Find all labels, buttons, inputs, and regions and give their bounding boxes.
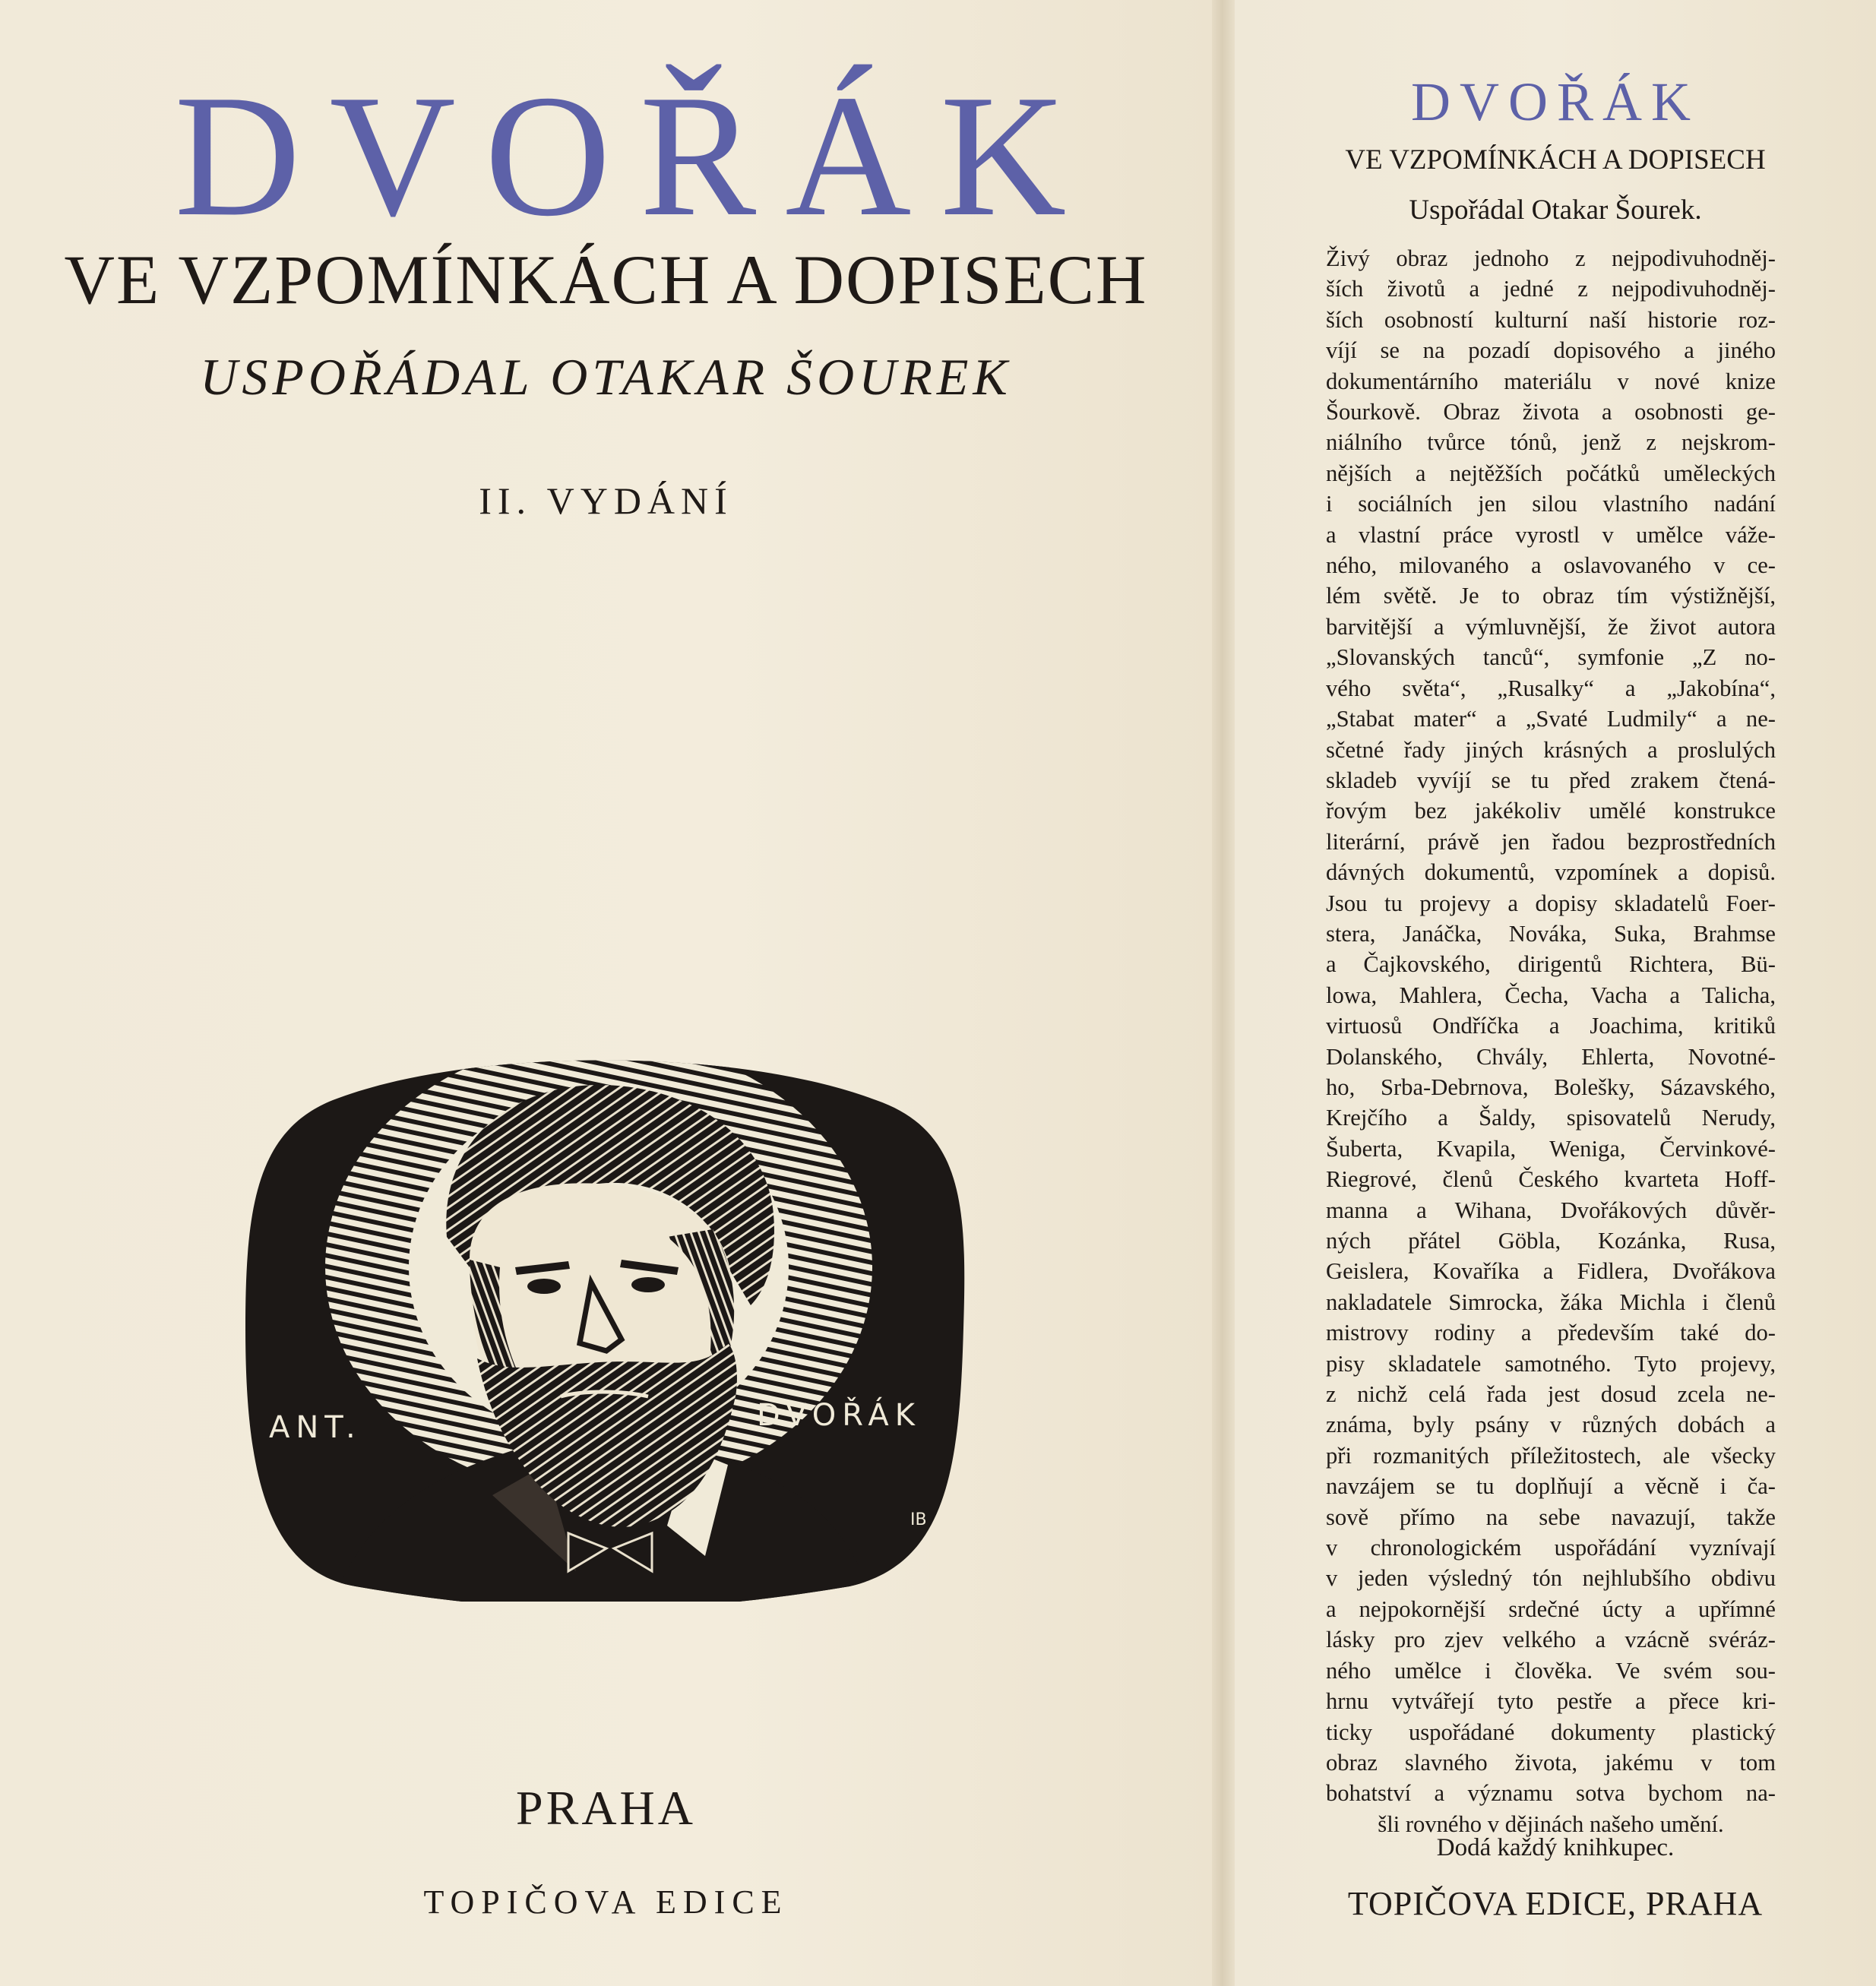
flap-title: DVOŘÁK xyxy=(1410,71,1700,132)
flap-bookseller-note: Dodá každý knihkupec. xyxy=(1436,1834,1675,1861)
flap-text-line: šli rovného v dějinách našeho umění. xyxy=(1378,1810,1724,1837)
flap-text-line: ných přátel Göbla, Kozánka, Rusa, xyxy=(1326,1228,1776,1254)
flap-text-line: pisy skladatele samotného. Tyto projevy, xyxy=(1326,1350,1776,1377)
flap-text-line: barvitější a výmluvnější, že život autora xyxy=(1326,613,1776,640)
cover-editor-credit: USPOŘÁDAL OTAKAR ŠOUREK xyxy=(200,348,1012,406)
flap-text-line: lowa, Mahlera, Čecha, Vacha a Talicha, xyxy=(1326,982,1776,1008)
artist-monogram: IB xyxy=(910,1510,927,1529)
cover-title: DVOŘÁK xyxy=(174,59,1096,252)
cover-subtitle: VE VZPOMÍNKÁCH A DOPISECH xyxy=(64,241,1148,318)
flap-text-line: nakladatele Simrocka, žáka Michla i členů xyxy=(1326,1289,1776,1315)
flap-text-line: ného umělce i člověka. Ve svém sou- xyxy=(1326,1657,1776,1684)
flap-text-line: Šourkově. Obraz života a osobnosti ge- xyxy=(1326,399,1776,425)
flap-text-line: ho, Srba-Debrnova, Bolešky, Sázavského, xyxy=(1326,1074,1776,1100)
flap-text-line: ších životů a jedné z nejpodivuhodněj- xyxy=(1326,276,1776,302)
flap-text-line: Krejčího a Šaldy, spisovatelů Nerudy, xyxy=(1326,1105,1776,1131)
flap-text-line: skladeb vyvíjí se tu před zrakem čtená- xyxy=(1326,767,1776,793)
flap-description xyxy=(1326,243,1776,1839)
flap-text-line: ného, milovaného a oslavovaného v ce- xyxy=(1326,552,1776,579)
flap-text-line: Jsou tu projevy a dopisy skladatelů Foer- xyxy=(1326,890,1776,916)
portrait-caption-first: ANT. xyxy=(269,1410,362,1445)
flap-text-line: bohatství a významu sotva bychom na- xyxy=(1326,1780,1776,1807)
flap-text-line: „Stabat mater“ a „Svaté Ludmily“ a ne- xyxy=(1326,706,1776,732)
flap-text-line: ticky uspořádané dokumenty plastický xyxy=(1326,1719,1776,1745)
flap-text-line: v jeden výsledný tón nejhlubšího obdivu xyxy=(1326,1565,1776,1592)
flap-text-line: hrnu vytvářejí tyto pestře a přece kri- xyxy=(1326,1688,1776,1715)
flap-subtitle: VE VZPOMÍNKÁCH A DOPISECH xyxy=(1345,144,1766,176)
cover-publisher: TOPIČOVA EDICE xyxy=(423,1883,789,1921)
flap-text-line: vého světa“, „Rusalky“ a „Jakobína“, xyxy=(1326,675,1776,701)
flap-text-line: řovým bez jakékoliv umělé konstrukce xyxy=(1326,798,1776,824)
flap-text-line: literární, právě jen řadou bezprostředních xyxy=(1326,828,1776,855)
flap-text-line: z nichž celá řada jest dosud zcela ne- xyxy=(1326,1381,1776,1408)
flap-text-line: lém světě. Je to obraz tím výstižnější, xyxy=(1326,583,1776,609)
flap-text-line: virtuosů Ondříčka a Joachima, kritiků xyxy=(1326,1013,1776,1039)
woodcut-portrait xyxy=(242,1039,967,1602)
flap-text-line: navzájem se tu doplňují a věcně i ča- xyxy=(1326,1473,1776,1500)
flap-text-line: Živý obraz jednoho z nejpodivuhodněj- xyxy=(1326,245,1776,271)
flap-text-line: víjí se na pozadí dopisového a jiného xyxy=(1326,337,1776,364)
flap-text-line: sčetné řady jiných krásných a proslulých xyxy=(1326,736,1776,763)
flap-text-line: sově přímo na sebe navazují, takže xyxy=(1326,1504,1776,1530)
flap-publisher: TOPIČOVA EDICE, PRAHA xyxy=(1347,1885,1764,1922)
flap-text-line: nějších a nejtěžších počátků uměleckých xyxy=(1326,460,1776,486)
flap-text-line: Dolanského, Chvály, Ehlerta, Novotné- xyxy=(1326,1043,1776,1070)
flap-text-line: Geislera, Kovaříka a Fidlera, Dvořákova xyxy=(1326,1258,1776,1285)
jacket-fold xyxy=(1212,0,1235,1986)
flap-text-line: dávných dokumentů, vzpomínek a dopisů. xyxy=(1326,859,1776,886)
flap-text-line: mistrovy rodiny a především také do- xyxy=(1326,1320,1776,1346)
cover-city: PRAHA xyxy=(516,1781,696,1835)
flap-text-line: niálního tvůrce tónů, jenž z nejskrom- xyxy=(1326,429,1776,456)
flap-text-line: „Slovanských tanců“, symfonie „Z no- xyxy=(1326,644,1776,671)
cover-edition: II. VYDÁNÍ xyxy=(479,479,733,522)
flap-text-line: i sociálních jen silou vlastního nadání xyxy=(1326,491,1776,517)
flap-text-line: dokumentárního materiálu v nové knize xyxy=(1326,368,1776,394)
portrait-caption-last: DVOŘÁK xyxy=(757,1398,922,1433)
flap-editor-credit: Uspořádal Otakar Šourek. xyxy=(1409,194,1702,226)
flap-text-line: manna a Wihana, Dvořákových důvěr- xyxy=(1326,1197,1776,1223)
flap-text-line: při rozmanitých příležitostech, ale všecky xyxy=(1326,1442,1776,1469)
flap-text-line: známa, byly psány v různých dobách a xyxy=(1326,1412,1776,1438)
flap-text-line: a Čajkovského, dirigentů Richtera, Bü- xyxy=(1326,951,1776,978)
flap-text-line: v chronologickém uspořádání vyznívají xyxy=(1326,1535,1776,1561)
flap-text-line: ších osobností kulturní naší historie roz- xyxy=(1326,306,1776,333)
portrait-illustration xyxy=(242,1039,967,1602)
flap-text-line: obraz slavného života, jakému v tom xyxy=(1326,1749,1776,1776)
flap-text-line: stera, Janáčka, Nováka, Suka, Brahmse xyxy=(1326,920,1776,947)
flap-text-line: a vlastní práce vyrostl v umělce váže- xyxy=(1326,521,1776,548)
flap-text-line: a nejpokornější srdečné úcty a upřímné xyxy=(1326,1595,1776,1622)
flap-text-line: Šuberta, Kvapila, Weniga, Červinkové- xyxy=(1326,1135,1776,1162)
flap-text-line: Riegrové, členů Českého kvarteta Hoff- xyxy=(1326,1166,1776,1193)
flap-text-line: lásky pro zjev velkého a vzácně svéráz- xyxy=(1326,1627,1776,1653)
